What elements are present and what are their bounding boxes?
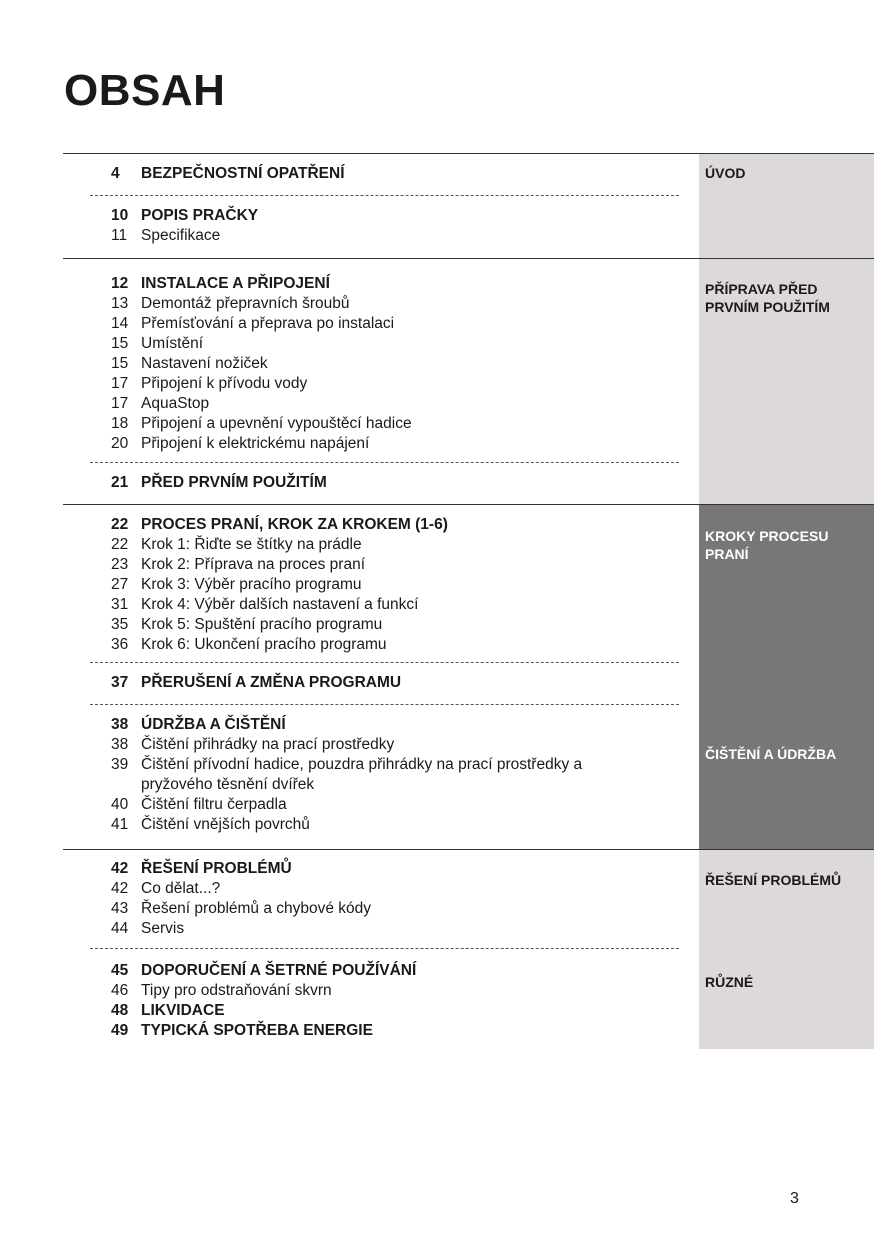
toc-page-number: 12 — [111, 275, 129, 292]
toc-page-number: 40 — [111, 796, 129, 813]
page-title: OBSAH — [64, 66, 226, 115]
toc-entry-title: Připojení k přívodu vody — [141, 375, 308, 392]
toc-page-number: 13 — [111, 295, 129, 312]
toc-page-number: 27 — [111, 576, 129, 593]
toc-entry-title: Řešení problémů a chybové kódy — [141, 900, 372, 917]
toc-page-number: 14 — [111, 315, 129, 332]
toc-page-number: 43 — [111, 900, 129, 917]
toc-entry-title: Připojení k elektrickému napájení — [141, 435, 370, 452]
toc-page-number: 21 — [111, 474, 129, 491]
toc-entry-title: Tipy pro odstraňování skvrn — [141, 982, 332, 999]
toc-entry-title: Čištění přívodní hadice, pouzdra přihrádky na prací prostředky a — [141, 756, 583, 773]
toc-page-number: 22 — [111, 516, 129, 533]
toc-page-number: 42 — [111, 880, 129, 897]
dashed-divider — [90, 462, 679, 463]
section-divider — [63, 258, 874, 259]
toc-entry-title: Čištění vnějších povrchů — [141, 816, 310, 833]
toc-entry-title: Krok 6: Ukončení pracího programu — [141, 636, 387, 653]
toc-page-number: 15 — [111, 355, 129, 372]
toc-page-number: 11 — [111, 227, 128, 244]
toc-entry-title: Umístění — [141, 335, 204, 352]
toc-page-number: 15 — [111, 335, 129, 352]
toc-entry-title: PŘERUŠENÍ A ZMĚNA PROGRAMU — [141, 674, 402, 691]
toc-entry-title: Specifikace — [141, 227, 221, 244]
section-label-intro: ÚVOD — [705, 165, 746, 181]
toc-entry-title: pryžového těsnění dvířek — [141, 776, 315, 793]
toc-entry-title: INSTALACE A PŘIPOJENÍ — [141, 275, 330, 292]
toc-entry-title: Krok 1: Řiďte se štítky na prádle — [141, 536, 362, 553]
toc-entry-title: PŘED PRVNÍM POUŽITÍM — [141, 474, 327, 491]
section-label-preparation: PŘÍPRAVA PŘED PRVNÍM POUŽITÍM — [705, 281, 830, 315]
dashed-divider — [90, 195, 679, 196]
toc-entry-title: DOPORUČENÍ A ŠETRNÉ POUŽÍVÁNÍ — [141, 962, 417, 979]
section-divider — [63, 153, 874, 154]
toc-page-number: 17 — [111, 375, 129, 392]
toc-entry-title: LIKVIDACE — [141, 1002, 225, 1019]
section-label-misc: RŮZNÉ — [705, 974, 754, 990]
toc-page-number: 20 — [111, 435, 129, 452]
toc-entry-title: Servis — [141, 920, 185, 937]
toc-entry-title: Krok 4: Výběr dalších nastavení a funkcí — [141, 596, 419, 613]
toc-entry-title: BEZPEČNOSTNÍ OPATŘENÍ — [141, 165, 345, 182]
toc-page-number: 46 — [111, 982, 129, 999]
toc-page-number: 37 — [111, 674, 129, 691]
toc-entry-title: Čištění filtru čerpadla — [141, 796, 287, 813]
toc-entry-title: AquaStop — [141, 395, 210, 412]
toc-page-number: 23 — [111, 556, 129, 573]
toc-entry-title: TYPICKÁ SPOTŘEBA ENERGIE — [141, 1022, 373, 1039]
toc-entry-title: Krok 2: Příprava na proces praní — [141, 556, 366, 573]
section-divider — [63, 849, 874, 850]
toc-entry-title: Nastavení nožiček — [141, 355, 268, 372]
toc-page-number: 49 — [111, 1022, 129, 1039]
toc-page-number: 48 — [111, 1002, 129, 1019]
toc-entry-title: POPIS PRAČKY — [141, 207, 259, 224]
toc-entry-title: PROCES PRANÍ, KROK ZA KROKEM (1-6) — [141, 516, 448, 533]
toc-page-number: 17 — [111, 395, 129, 412]
toc-page-number: 38 — [111, 716, 129, 733]
toc-page-number: 39 — [111, 756, 129, 773]
toc-page-number: 42 — [111, 860, 129, 877]
toc-page-number: 45 — [111, 962, 129, 979]
toc-entry-title: ÚDRŽBA A ČIŠTĚNÍ — [141, 716, 286, 733]
dashed-divider — [90, 662, 679, 663]
dashed-divider — [90, 704, 679, 705]
toc-entry-title: Demontáž přepravních šroubů — [141, 295, 350, 312]
toc-page-number: 35 — [111, 616, 129, 633]
dashed-divider — [90, 948, 679, 949]
toc-entry-title: Čištění přihrádky na prací prostředky — [141, 736, 395, 753]
toc-page-number: 44 — [111, 920, 129, 937]
toc-page-number: 18 — [111, 415, 129, 432]
toc-page-number: 38 — [111, 736, 129, 753]
toc-entry-title: Co dělat...? — [141, 880, 221, 897]
toc-page-number: 41 — [111, 816, 129, 833]
toc-entry-title: Připojení a upevnění vypouštěcí hadice — [141, 415, 412, 432]
toc-page-number: 31 — [111, 596, 129, 613]
toc-page-number: 4 — [111, 165, 120, 182]
toc-page-number: 36 — [111, 636, 129, 653]
section-label-washing-steps: KROKY PROCESU PRANÍ — [705, 528, 829, 562]
toc-page-number: 10 — [111, 207, 129, 224]
toc-entry-title: Krok 3: Výběr pracího programu — [141, 576, 362, 593]
toc-entry-title: Přemísťování a přeprava po instalaci — [141, 315, 395, 332]
section-label-troubleshooting: ŘEŠENÍ PROBLÉMŮ — [705, 872, 842, 888]
section-label-cleaning: ČIŠTĚNÍ A ÚDRŽBA — [705, 746, 837, 762]
section-divider — [63, 504, 874, 505]
toc-entry-title: Krok 5: Spuštění pracího programu — [141, 616, 383, 633]
page-number: 3 — [790, 1190, 799, 1207]
toc-page-number: 22 — [111, 536, 129, 553]
toc-entry-title: ŘEŠENÍ PROBLÉMŮ — [141, 860, 292, 877]
